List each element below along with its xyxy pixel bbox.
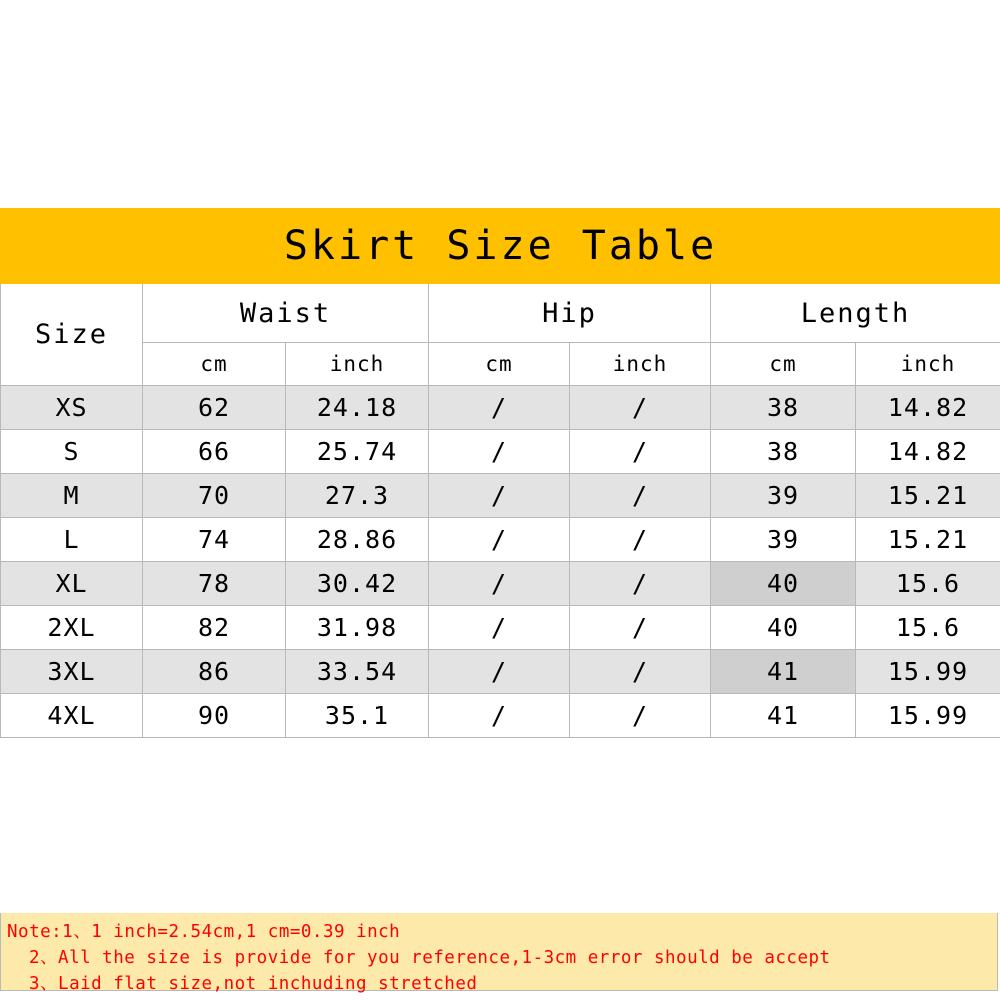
header-size: Size (1, 284, 143, 386)
header-length-inch: inch (856, 343, 1000, 386)
cell-waist-cm: 70 (143, 474, 286, 518)
table-header-row-primary (1, 284, 1000, 343)
cell-hip-inch: / (570, 606, 711, 650)
header-length: Length (711, 284, 1000, 343)
cell-size: S (1, 430, 143, 474)
cell-length-inch: 14.82 (856, 430, 1000, 474)
cell-length-cm: 39 (711, 518, 856, 562)
table-row (1, 562, 1000, 606)
cell-hip-inch: / (570, 650, 711, 694)
cell-length-cm: 39 (711, 474, 856, 518)
cell-hip-inch: / (570, 474, 711, 518)
notes-block (0, 913, 998, 994)
cell-length-inch: 15.6 (856, 562, 1000, 606)
cell-waist-cm: 66 (143, 430, 286, 474)
cell-length-cm: 40 (711, 606, 856, 650)
cell-waist-inch: 33.54 (286, 650, 429, 694)
table-row (1, 606, 1000, 650)
table-row (1, 430, 1000, 474)
note-line-2: 2、All the size is provide for you reference,1-3cm error should be accept (29, 948, 831, 968)
table-row (1, 650, 1000, 694)
header-hip: Hip (429, 284, 711, 343)
note-line-1: Note:1、1 inch=2.54cm,1 cm=0.39 inch (7, 922, 401, 942)
cell-hip-cm: / (429, 518, 570, 562)
cell-length-cm: 38 (711, 430, 856, 474)
cell-waist-cm: 82 (143, 606, 286, 650)
cell-waist-inch: 30.42 (286, 562, 429, 606)
cell-size: M (1, 474, 143, 518)
cell-length-inch: 15.99 (856, 694, 1000, 738)
cell-size: XL (1, 562, 143, 606)
cell-waist-inch: 35.1 (286, 694, 429, 738)
table-header-row-units (1, 343, 1000, 386)
cell-length-cm: 41 (711, 694, 856, 738)
cell-size: 3XL (1, 650, 143, 694)
cell-size: XS (1, 386, 143, 430)
cell-hip-inch: / (570, 518, 711, 562)
cell-length-cm: 40 (711, 562, 856, 606)
size-table (0, 208, 1000, 738)
cell-length-inch: 15.21 (856, 518, 1000, 562)
header-waist: Waist (143, 284, 429, 343)
header-hip-cm: cm (429, 343, 570, 386)
header-waist-inch: inch (286, 343, 429, 386)
header-hip-inch: inch (570, 343, 711, 386)
table-row (1, 694, 1000, 738)
cell-waist-cm: 86 (143, 650, 286, 694)
cell-length-cm: 38 (711, 386, 856, 430)
cell-waist-inch: 24.18 (286, 386, 429, 430)
cell-hip-cm: / (429, 474, 570, 518)
cell-waist-inch: 31.98 (286, 606, 429, 650)
cell-hip-cm: / (429, 430, 570, 474)
cell-waist-inch: 28.86 (286, 518, 429, 562)
cell-size: 2XL (1, 606, 143, 650)
cell-length-inch: 15.6 (856, 606, 1000, 650)
cell-hip-inch: / (570, 386, 711, 430)
cell-length-inch: 14.82 (856, 386, 1000, 430)
cell-hip-cm: / (429, 606, 570, 650)
cell-waist-cm: 74 (143, 518, 286, 562)
size-table-container (0, 208, 1000, 994)
cell-hip-inch: / (570, 430, 711, 474)
table-row (1, 518, 1000, 562)
cell-waist-cm: 78 (143, 562, 286, 606)
page-title: Skirt Size Table (1, 209, 1000, 284)
note-line-3: 3、Laid flat size,not inchuding stretched (29, 974, 478, 994)
cell-waist-inch: 27.3 (286, 474, 429, 518)
table-title-row (1, 209, 1000, 284)
header-waist-cm: cm (143, 343, 286, 386)
cell-length-cm: 41 (711, 650, 856, 694)
cell-length-inch: 15.21 (856, 474, 1000, 518)
cell-waist-cm: 90 (143, 694, 286, 738)
cell-hip-inch: / (570, 562, 711, 606)
cell-size: L (1, 518, 143, 562)
cell-waist-cm: 62 (143, 386, 286, 430)
cell-hip-cm: / (429, 694, 570, 738)
table-row (1, 474, 1000, 518)
cell-hip-cm: / (429, 562, 570, 606)
cell-size: 4XL (1, 694, 143, 738)
cell-length-inch: 15.99 (856, 650, 1000, 694)
cell-hip-cm: / (429, 386, 570, 430)
cell-hip-cm: / (429, 650, 570, 694)
header-length-cm: cm (711, 343, 856, 386)
cell-waist-inch: 25.74 (286, 430, 429, 474)
cell-hip-inch: / (570, 694, 711, 738)
table-row (1, 386, 1000, 430)
